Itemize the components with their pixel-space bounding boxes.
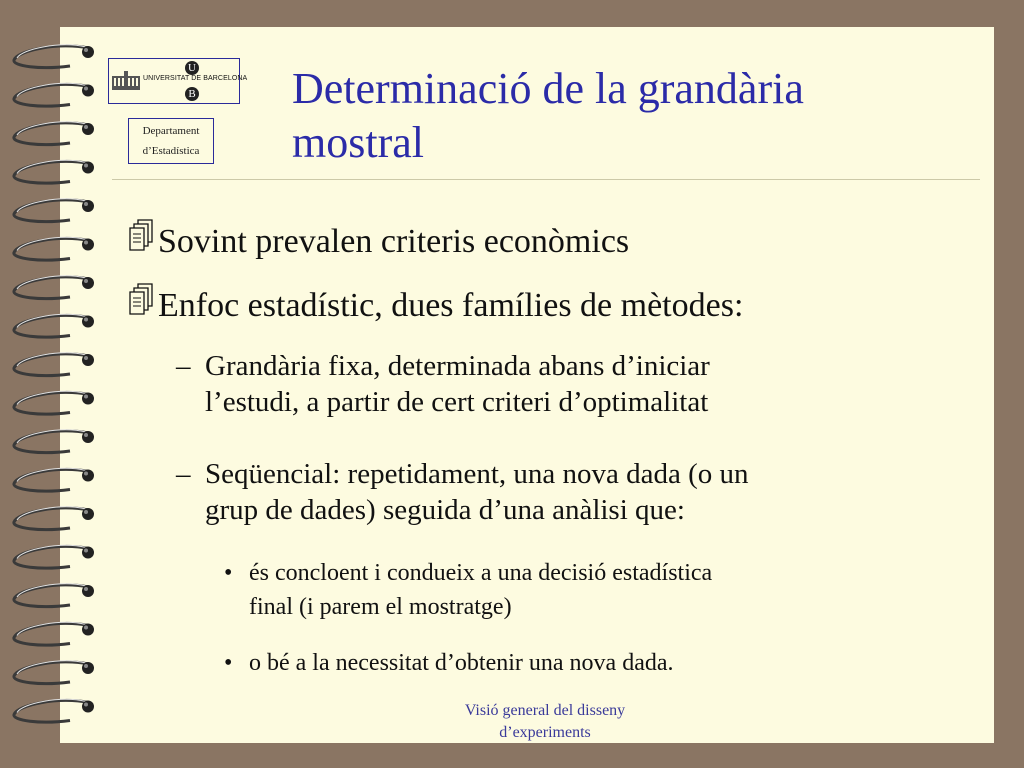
spiral-ring-icon <box>14 237 94 260</box>
spiral-ring-icon <box>14 83 94 106</box>
sub-item-line-1: Grandària fixa, determinada abans d’iniciar <box>205 350 710 382</box>
dot-marker: • <box>224 650 233 676</box>
sub-item <box>176 456 966 528</box>
department-line-1: Departament <box>142 125 200 137</box>
sub-sub-item-line-1: o bé a la necessitat d’obtenir una nova dada. <box>249 650 674 676</box>
sub-item-line-2: l’estudi, a partir de cert criteri d’optimalitat <box>205 386 709 418</box>
dash-marker: – <box>176 458 191 490</box>
stacked-pages-bullet-icon <box>126 218 158 262</box>
spiral-ring-icon <box>14 507 94 530</box>
spiral-ring-icon <box>14 699 94 722</box>
spiral-binding <box>0 0 110 768</box>
footer-line-2: d’experiments <box>499 724 591 741</box>
bullet-item <box>126 222 629 266</box>
footer-line-1: Visió general del disseny <box>464 702 626 719</box>
title-line-2: mostral <box>292 118 424 167</box>
bullet-text: Enfoc estadístic, dues famílies de mètodes: <box>158 287 744 324</box>
spiral-ring-icon <box>14 45 94 68</box>
spiral-ring-icon <box>14 199 94 222</box>
spiral-ring-icon <box>14 276 94 299</box>
slide-title <box>292 62 932 170</box>
spiral-ring-icon <box>14 622 94 645</box>
sub-item-line-1: Seqüencial: repetidament, una nova dada (o un <box>205 458 749 490</box>
spiral-ring-icon <box>14 584 94 607</box>
spiral-ring-icon <box>14 661 94 684</box>
bullet-text: Sovint prevalen criteris econòmics <box>158 223 630 260</box>
spiral-ring-icon <box>14 160 94 183</box>
spiral-ring-icon <box>14 468 94 491</box>
dot-marker: • <box>224 560 233 586</box>
department-line-2: d’Estadística <box>142 145 200 157</box>
sub-sub-item <box>224 556 944 624</box>
bullet-item <box>126 286 743 330</box>
university-logo <box>108 58 248 104</box>
spiral-ring-icon <box>14 353 94 376</box>
logo-b-circle: B <box>185 87 199 101</box>
building-icon <box>112 70 140 90</box>
title-line-1: Determinació de la grandària <box>292 64 804 113</box>
sub-sub-item <box>224 646 944 680</box>
sub-sub-item-line-2: final (i parem el mostratge) <box>249 594 512 620</box>
spiral-ring-icon <box>14 122 94 145</box>
title-divider <box>112 179 980 180</box>
spiral-ring-icon <box>14 545 94 568</box>
spiral-ring-icon <box>14 430 94 453</box>
spiral-ring-icon <box>14 314 94 337</box>
sub-item <box>176 348 966 420</box>
slide-footer <box>420 700 670 744</box>
department-label <box>128 118 214 164</box>
stacked-pages-bullet-icon <box>126 282 158 326</box>
spiral-ring-icon <box>14 391 94 414</box>
sub-sub-item-line-1: és concloent i condueix a una decisió estadística <box>249 560 713 586</box>
logo-u-circle: U <box>185 61 199 75</box>
sub-item-line-2: grup de dades) seguida d’una anàlisi que: <box>205 494 685 526</box>
university-name: UNIVERSITAT DE BARCELONA <box>143 75 248 82</box>
dash-marker: – <box>176 350 191 382</box>
